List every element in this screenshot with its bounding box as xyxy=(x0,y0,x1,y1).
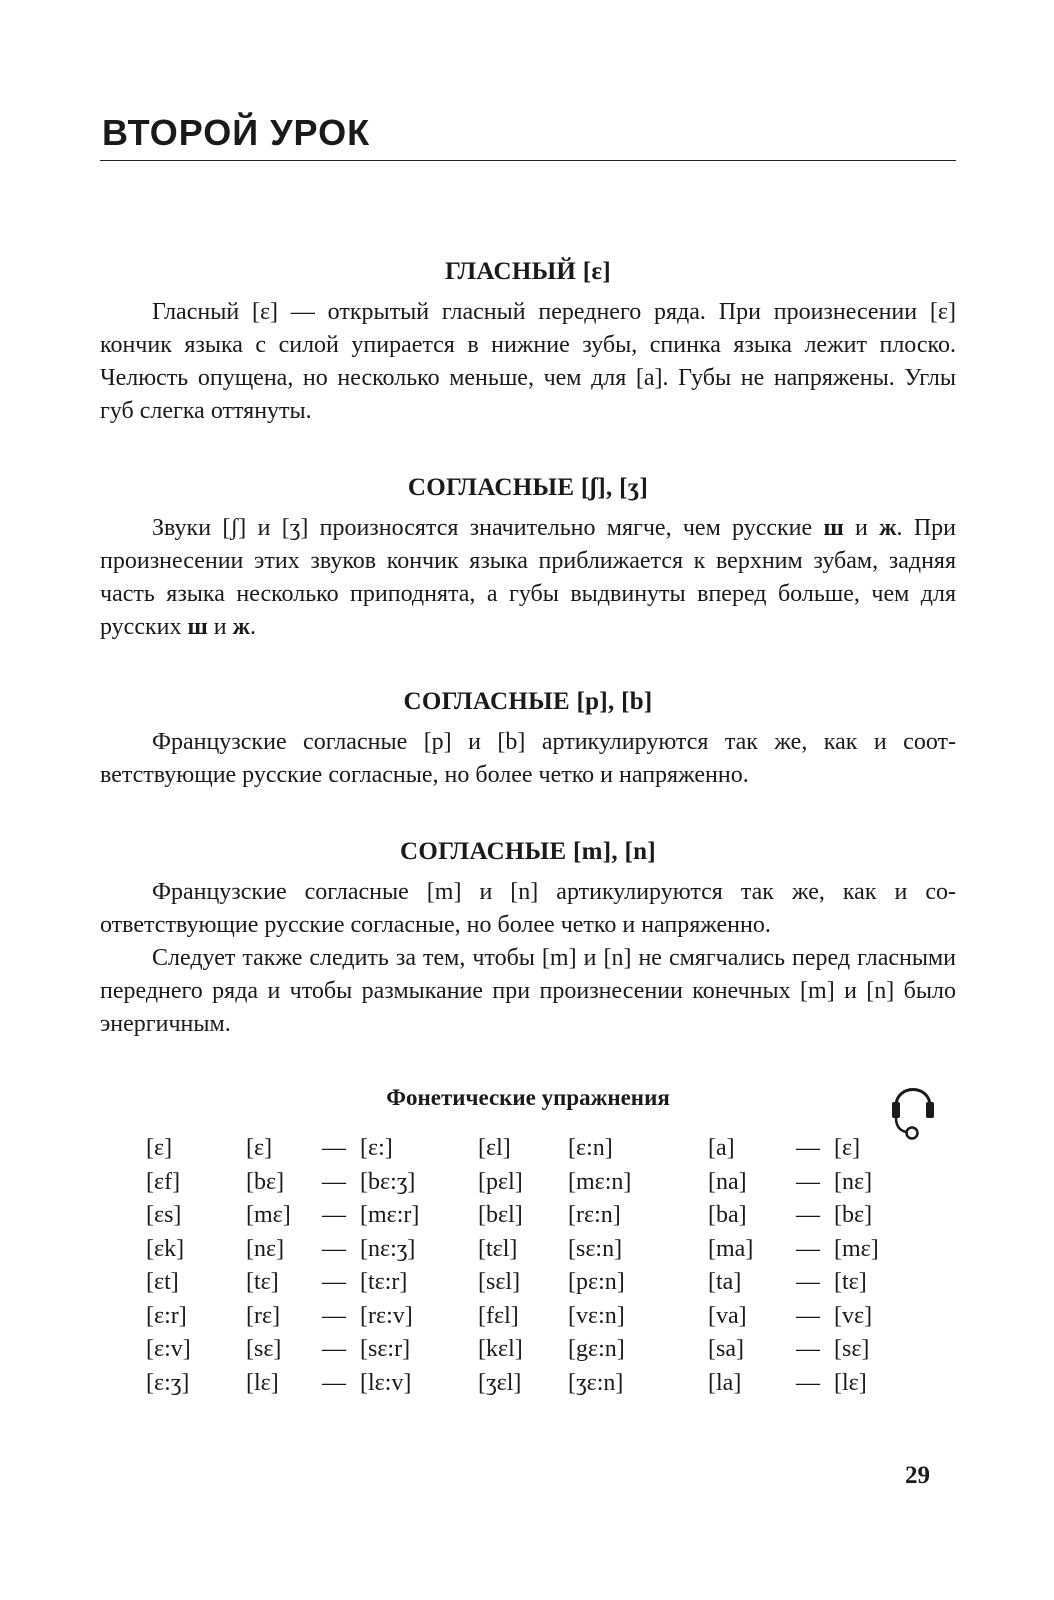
transcription-cell: [sa] xyxy=(708,1336,744,1362)
text-run: . xyxy=(250,614,257,640)
section-paragraph: Французские согласные [p] и [b] артикулируются так же, как и соответствующие русские согласные, но более четко и напряженно. xyxy=(100,729,956,788)
text-run: и xyxy=(207,614,233,640)
transcription-cell: [la] xyxy=(708,1369,742,1396)
transcription-cell: [nɛ:ʒ] xyxy=(360,1235,416,1262)
transcription-cell: [sɛl] xyxy=(478,1269,521,1295)
transcription-cell: [bɛl] xyxy=(478,1202,523,1228)
transcription-cell: [gɛ:n] xyxy=(568,1336,625,1362)
transcription-cell: [ʒɛ:n] xyxy=(568,1369,624,1396)
transcription-cell: [bɛ] xyxy=(834,1202,873,1228)
bold-letter: ж xyxy=(232,614,251,640)
transcription-cell: [ɛf] xyxy=(146,1168,181,1195)
transcription-cell: [mɛ:r] xyxy=(360,1202,420,1228)
transcription-cell: [tɛ] xyxy=(246,1269,279,1295)
section-consonants-m-n xyxy=(100,838,956,1041)
transcription-cell: [ɛ:n] xyxy=(568,1135,613,1161)
transcription-cell: [sɛ] xyxy=(834,1336,870,1362)
transcription-cell: [lɛ:v] xyxy=(360,1369,412,1396)
section-paragraph xyxy=(100,512,956,644)
section-consonants-p-b xyxy=(100,688,956,792)
dash-cell: — xyxy=(322,1168,346,1195)
transcription-cell: [ɛ] xyxy=(246,1135,273,1161)
dash-cell: — xyxy=(796,1235,820,1262)
dash-cell: — xyxy=(796,1336,820,1362)
table-row xyxy=(146,1132,894,1166)
section-paragraph: Гласный [ɛ] — открытый гласный переднего ряда. При произнесении [ɛ] кончик языка с силой упирается в нижние зубы, спинка языка лежит плоско. Челюсть опущена, но несколько меньше, чем для [a]. Губы не напряжены. Углы губ слегка оттянуты. xyxy=(100,299,956,424)
transcription-cell: [va] xyxy=(708,1302,747,1329)
transcription-cell: [ɛ:ʒ] xyxy=(146,1369,190,1396)
dash-cell: — xyxy=(322,1269,346,1295)
transcription-cell: [lɛ] xyxy=(834,1369,867,1396)
table-row xyxy=(146,1333,894,1367)
section-paragraph: Следует также следить за тем, чтобы [m] и [n] не смягчались перед гласными переднего ряда и чтобы размыкание при произнесении конечных [m] и [n] было энергичным. xyxy=(100,945,956,1037)
transcription-cell: [nɛ] xyxy=(246,1235,285,1262)
exercises-heading: Фонетические упражнения xyxy=(386,1085,670,1110)
transcription-cell: [rɛ:n] xyxy=(568,1202,621,1228)
text-run: Звуки [ʃ] и [ʒ] произносятся значительно мягче, чем русские xyxy=(152,515,824,541)
transcription-cell: [mɛ:n] xyxy=(568,1168,632,1195)
transcription-cell: [na] xyxy=(708,1168,747,1195)
transcription-cell: [sɛ:n] xyxy=(568,1235,623,1262)
lesson-title: ВТОРОЙ УРОК xyxy=(102,112,371,153)
transcription-cell: [bɛ:ʒ] xyxy=(360,1168,416,1195)
transcription-cell: [ma] xyxy=(708,1235,754,1262)
dash-cell: — xyxy=(796,1135,820,1161)
transcription-cell: [mɛ] xyxy=(246,1202,291,1228)
section-consonants-sh-zh xyxy=(100,474,956,644)
transcription-cell: [ba] xyxy=(708,1202,747,1228)
section-heading: СОГЛАСНЫЕ [ʃ], [ʒ] xyxy=(407,474,649,501)
transcription-cell: [ɛs] xyxy=(146,1202,182,1228)
transcription-cell: [rɛ] xyxy=(246,1302,281,1329)
transcription-cell: [tɛ:r] xyxy=(360,1269,408,1295)
bold-letter: ж xyxy=(879,515,897,541)
transcription-cell: [ɛl] xyxy=(478,1135,511,1161)
table-row xyxy=(146,1367,894,1401)
table-row xyxy=(146,1266,894,1300)
transcription-cell: [ɛk] xyxy=(146,1235,185,1262)
table-row xyxy=(146,1199,894,1233)
transcription-cell: [kɛl] xyxy=(478,1336,523,1362)
transcription-cell: [vɛ] xyxy=(834,1302,873,1329)
dash-cell: — xyxy=(322,1202,346,1228)
section-vowel-e xyxy=(100,258,956,428)
section-heading: ГЛАСНЫЙ [ɛ] xyxy=(445,258,611,285)
table-row xyxy=(146,1233,894,1267)
bold-letter: ш xyxy=(187,614,208,640)
dash-cell: — xyxy=(796,1269,820,1295)
dash-cell: — xyxy=(796,1168,820,1195)
title-divider xyxy=(100,160,956,161)
section-heading: СОГЛАСНЫЕ [m], [n] xyxy=(400,838,656,865)
transcription-cell: [fɛl] xyxy=(478,1302,519,1329)
dash-cell: — xyxy=(322,1369,346,1396)
table-row xyxy=(146,1300,894,1334)
dash-cell: — xyxy=(796,1369,820,1396)
transcription-cell: [ɛt] xyxy=(146,1269,179,1295)
table-row xyxy=(146,1166,894,1200)
page-number: 29 xyxy=(905,1462,930,1489)
transcription-cell: [vɛ:n] xyxy=(568,1302,625,1329)
dash-cell: — xyxy=(322,1336,346,1362)
dash-cell: — xyxy=(322,1235,346,1262)
transcription-cell: [sɛ] xyxy=(246,1336,282,1362)
transcription-cell: [ɛ] xyxy=(834,1135,861,1161)
transcription-cell: [a] xyxy=(708,1135,735,1161)
transcription-cell: [ɛ] xyxy=(146,1135,173,1161)
transcription-cell: [ta] xyxy=(708,1269,742,1295)
transcription-cell: [tɛ] xyxy=(834,1269,867,1295)
transcription-cell: [ʒɛl] xyxy=(478,1369,522,1396)
bold-letter: ш xyxy=(823,515,844,541)
dash-cell: — xyxy=(322,1135,346,1161)
transcription-cell: [sɛ:r] xyxy=(360,1336,411,1362)
transcription-cell: [rɛ:v] xyxy=(360,1302,413,1329)
section-paragraph: Французские согласные [m] и [n] артикулируются так же, как и соответствующие русские согласные, но более четко и напряженно. xyxy=(100,879,956,938)
section-heading: СОГЛАСНЫЕ [p], [b] xyxy=(403,688,653,715)
dash-cell: — xyxy=(796,1302,820,1329)
headphones-icon xyxy=(888,1070,938,1142)
transcription-cell: [pɛl] xyxy=(478,1168,523,1195)
transcription-cell: [pɛ:n] xyxy=(568,1269,625,1295)
transcription-cell: [ɛ:v] xyxy=(146,1336,191,1362)
dash-cell: — xyxy=(322,1302,346,1329)
transcription-cell: [ɛ:r] xyxy=(146,1302,187,1329)
dash-cell: — xyxy=(796,1202,820,1228)
text-run: . При произнесении этих звуков кончик языка приближается к верхним зубам, задняя часть языка несколько приподнята, а губы выдвинуты вперед больше, чем для русских xyxy=(100,515,957,640)
transcription-cell: [lɛ] xyxy=(246,1369,279,1396)
transcription-cell: [nɛ] xyxy=(834,1168,873,1195)
transcription-cell: [tɛl] xyxy=(478,1235,518,1262)
text-run: и xyxy=(843,515,880,541)
transcription-cell: [mɛ] xyxy=(834,1235,879,1262)
transcription-cell: [bɛ] xyxy=(246,1168,285,1195)
transcription-cell: [ɛ:] xyxy=(360,1135,393,1161)
phonetic-exercises-table xyxy=(146,1132,894,1400)
